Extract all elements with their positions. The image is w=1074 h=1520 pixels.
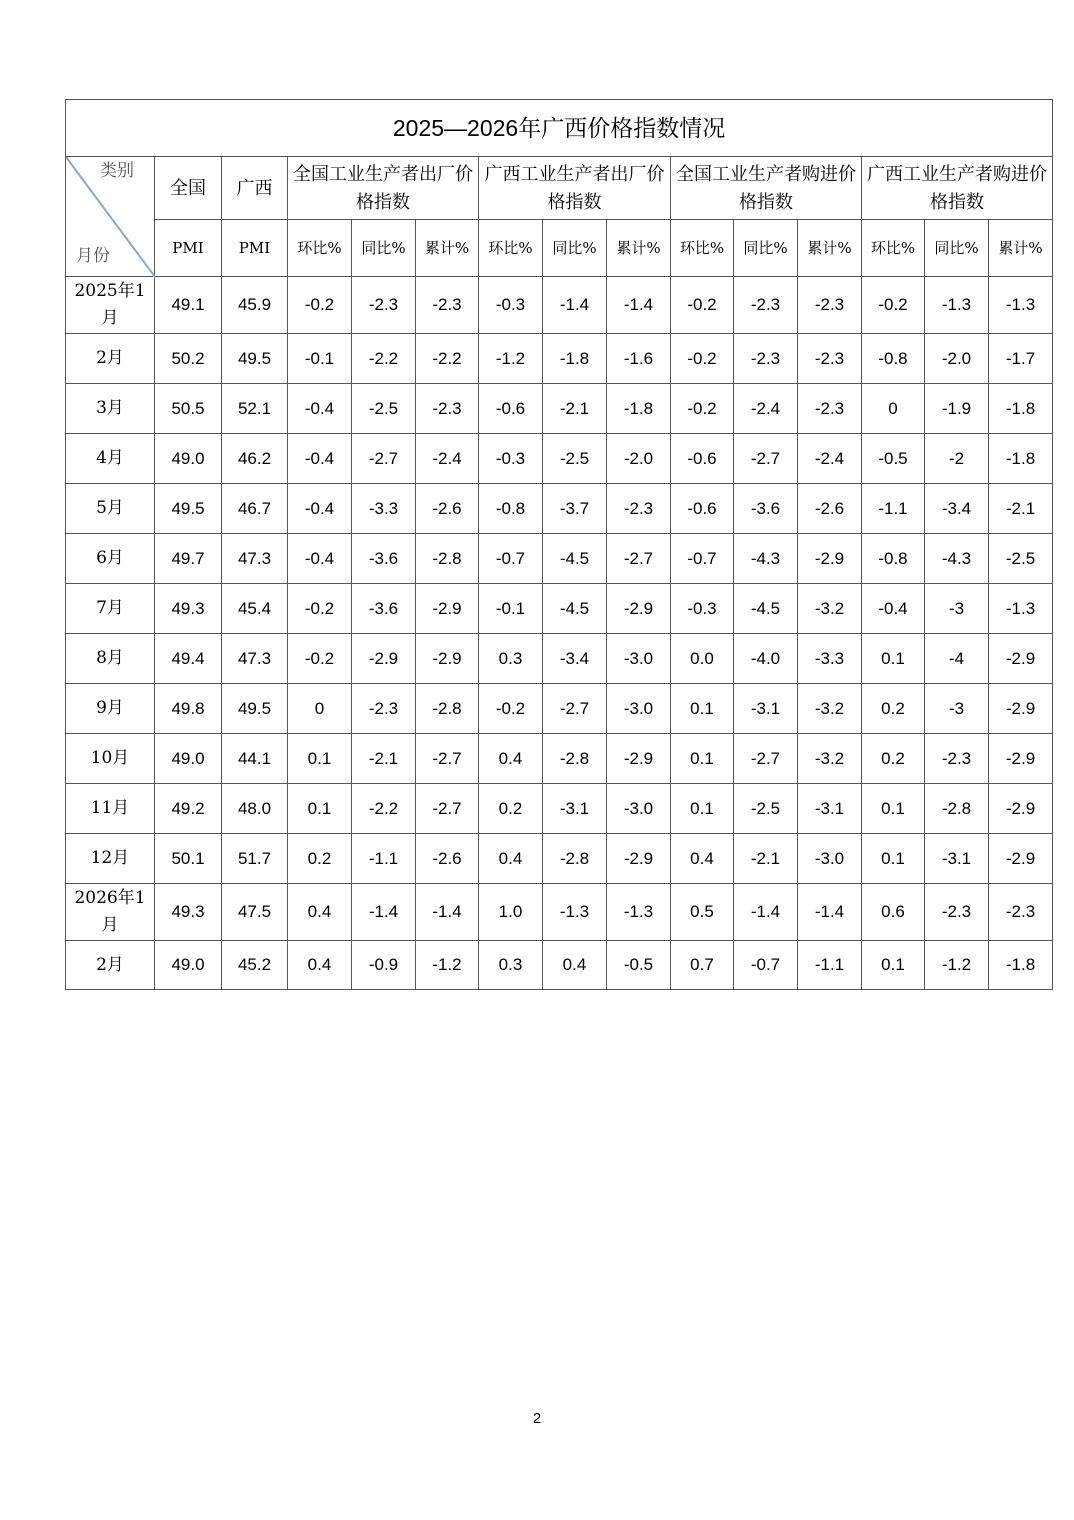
value-cell: -2.9 bbox=[798, 534, 862, 584]
cum-header: 累计% bbox=[607, 220, 671, 277]
value-cell: -2.9 bbox=[416, 634, 479, 684]
value-cell: 0.3 bbox=[479, 941, 543, 990]
value-cell: 50.2 bbox=[155, 334, 222, 384]
value-cell: -1.4 bbox=[352, 884, 416, 941]
value-cell: -1.3 bbox=[607, 884, 671, 941]
group-national-ppi-header: 全国工业生产者出厂价格指数 bbox=[288, 157, 479, 220]
value-cell: 49.0 bbox=[155, 941, 222, 990]
value-cell: -3.4 bbox=[543, 634, 607, 684]
value-cell: -2.2 bbox=[352, 334, 416, 384]
value-cell: -2.1 bbox=[352, 734, 416, 784]
group-guangxi-ppi-header: 广西工业生产者出厂价格指数 bbox=[479, 157, 671, 220]
value-cell: -1.8 bbox=[989, 384, 1053, 434]
value-cell: -0.2 bbox=[288, 277, 352, 334]
value-cell: 49.1 bbox=[155, 277, 222, 334]
value-cell: -3 bbox=[925, 684, 989, 734]
value-cell: -2.4 bbox=[416, 434, 479, 484]
value-cell: 46.7 bbox=[222, 484, 288, 534]
value-cell: -0.5 bbox=[607, 941, 671, 990]
value-cell: -0.4 bbox=[288, 384, 352, 434]
value-cell: -0.1 bbox=[288, 334, 352, 384]
table-row bbox=[66, 534, 1053, 584]
value-cell: 0.1 bbox=[862, 941, 925, 990]
month-cell: 10月 bbox=[66, 734, 155, 784]
value-cell: -2.6 bbox=[798, 484, 862, 534]
mom-header: 环比% bbox=[862, 220, 925, 277]
value-cell: -1.4 bbox=[798, 884, 862, 941]
value-cell: 0.4 bbox=[288, 941, 352, 990]
value-cell: -2.9 bbox=[607, 834, 671, 884]
value-cell: -0.3 bbox=[671, 584, 734, 634]
table-row bbox=[66, 941, 1053, 990]
month-cell: 9月 bbox=[66, 684, 155, 734]
value-cell: -2.4 bbox=[734, 384, 798, 434]
value-cell: -2.5 bbox=[989, 534, 1053, 584]
value-cell: 0.3 bbox=[479, 634, 543, 684]
value-cell: 48.0 bbox=[222, 784, 288, 834]
value-cell: -3.3 bbox=[798, 634, 862, 684]
value-cell: -0.9 bbox=[352, 941, 416, 990]
table-row bbox=[66, 684, 1053, 734]
value-cell: -3.0 bbox=[607, 784, 671, 834]
value-cell: -0.6 bbox=[671, 434, 734, 484]
value-cell: 0.2 bbox=[862, 684, 925, 734]
value-cell: 49.8 bbox=[155, 684, 222, 734]
yoy-header: 同比% bbox=[925, 220, 989, 277]
value-cell: -2.7 bbox=[352, 434, 416, 484]
month-cell: 2025年1月 bbox=[66, 277, 155, 334]
value-cell: -2.3 bbox=[416, 277, 479, 334]
value-cell: -3.1 bbox=[543, 784, 607, 834]
value-cell: 49.5 bbox=[222, 334, 288, 384]
value-cell: -0.8 bbox=[479, 484, 543, 534]
value-cell: 0.4 bbox=[671, 834, 734, 884]
value-cell: 50.5 bbox=[155, 384, 222, 434]
month-cell: 5月 bbox=[66, 484, 155, 534]
value-cell: -1.1 bbox=[352, 834, 416, 884]
value-cell: -2.9 bbox=[989, 634, 1053, 684]
value-cell: 49.5 bbox=[155, 484, 222, 534]
value-cell: -0.2 bbox=[671, 334, 734, 384]
value-cell: -2.3 bbox=[607, 484, 671, 534]
value-cell: -3.4 bbox=[925, 484, 989, 534]
value-cell: -0.6 bbox=[479, 384, 543, 434]
table-row bbox=[66, 384, 1053, 434]
value-cell: -0.7 bbox=[734, 941, 798, 990]
month-cell: 2月 bbox=[66, 941, 155, 990]
value-cell: -3.1 bbox=[798, 784, 862, 834]
value-cell: -2.2 bbox=[352, 784, 416, 834]
value-cell: 0.1 bbox=[671, 684, 734, 734]
value-cell: -0.6 bbox=[671, 484, 734, 534]
value-cell: 51.7 bbox=[222, 834, 288, 884]
value-cell: 45.4 bbox=[222, 584, 288, 634]
value-cell: -2.5 bbox=[543, 434, 607, 484]
value-cell: -2.3 bbox=[352, 277, 416, 334]
guangxi-header: 广西 bbox=[222, 157, 288, 220]
cum-header: 累计% bbox=[989, 220, 1053, 277]
value-cell: -2.9 bbox=[989, 684, 1053, 734]
value-cell: 0.4 bbox=[543, 941, 607, 990]
value-cell: -2.8 bbox=[925, 784, 989, 834]
value-cell: -2.1 bbox=[734, 834, 798, 884]
value-cell: -2.9 bbox=[416, 584, 479, 634]
value-cell: -2.8 bbox=[416, 534, 479, 584]
value-cell: -3.0 bbox=[607, 684, 671, 734]
value-cell: -1.7 bbox=[989, 334, 1053, 384]
value-cell: -3.0 bbox=[607, 634, 671, 684]
value-cell: 0.1 bbox=[862, 784, 925, 834]
table-title: 2025—2026年广西价格指数情况 bbox=[66, 100, 1053, 157]
table-row bbox=[66, 584, 1053, 634]
table-row bbox=[66, 334, 1053, 384]
mom-header: 环比% bbox=[288, 220, 352, 277]
value-cell: -1.9 bbox=[925, 384, 989, 434]
value-cell: -1.8 bbox=[989, 941, 1053, 990]
month-cell: 12月 bbox=[66, 834, 155, 884]
value-cell: -2.0 bbox=[925, 334, 989, 384]
value-cell: -2.9 bbox=[989, 734, 1053, 784]
value-cell: 0.4 bbox=[288, 884, 352, 941]
value-cell: -0.7 bbox=[479, 534, 543, 584]
yoy-header: 同比% bbox=[543, 220, 607, 277]
value-cell: 49.2 bbox=[155, 784, 222, 834]
value-cell: -1.1 bbox=[862, 484, 925, 534]
group-guangxi-ppirm-header: 广西工业生产者购进价格指数 bbox=[862, 157, 1053, 220]
value-cell: 0.1 bbox=[862, 834, 925, 884]
value-cell: -2.0 bbox=[607, 434, 671, 484]
value-cell: -0.2 bbox=[288, 584, 352, 634]
value-cell: -2.3 bbox=[416, 384, 479, 434]
value-cell: -1.8 bbox=[543, 334, 607, 384]
value-cell: 0.1 bbox=[288, 784, 352, 834]
value-cell: -3.2 bbox=[798, 584, 862, 634]
value-cell: -1.3 bbox=[989, 277, 1053, 334]
value-cell: -2.3 bbox=[925, 734, 989, 784]
value-cell: -2.8 bbox=[416, 684, 479, 734]
value-cell: -2.9 bbox=[607, 734, 671, 784]
value-cell: -2.7 bbox=[734, 434, 798, 484]
value-cell: -0.2 bbox=[671, 384, 734, 434]
value-cell: -2.5 bbox=[352, 384, 416, 434]
value-cell: 0.1 bbox=[671, 784, 734, 834]
value-cell: -0.3 bbox=[479, 277, 543, 334]
value-cell: -0.7 bbox=[671, 534, 734, 584]
table-row bbox=[66, 834, 1053, 884]
value-cell: 0.7 bbox=[671, 941, 734, 990]
value-cell: -0.4 bbox=[288, 484, 352, 534]
table-row bbox=[66, 884, 1053, 941]
value-cell: 45.2 bbox=[222, 941, 288, 990]
value-cell: -4.3 bbox=[925, 534, 989, 584]
national-header: 全国 bbox=[155, 157, 222, 220]
value-cell: -2.9 bbox=[989, 784, 1053, 834]
value-cell: 0.0 bbox=[671, 634, 734, 684]
month-cell: 4月 bbox=[66, 434, 155, 484]
value-cell: -3.2 bbox=[798, 734, 862, 784]
value-cell: -3.0 bbox=[798, 834, 862, 884]
value-cell: 49.7 bbox=[155, 534, 222, 584]
value-cell: -4.5 bbox=[543, 584, 607, 634]
value-cell: -2.3 bbox=[734, 277, 798, 334]
table-row bbox=[66, 484, 1053, 534]
value-cell: -2 bbox=[925, 434, 989, 484]
value-cell: -2.7 bbox=[607, 534, 671, 584]
value-cell: -1.8 bbox=[989, 434, 1053, 484]
value-cell: -4.5 bbox=[543, 534, 607, 584]
yoy-header: 同比% bbox=[734, 220, 798, 277]
value-cell: -2.9 bbox=[989, 834, 1053, 884]
value-cell: 0 bbox=[288, 684, 352, 734]
month-cell: 3月 bbox=[66, 384, 155, 434]
cum-header: 累计% bbox=[416, 220, 479, 277]
pmi-national-header: PMI bbox=[155, 220, 222, 277]
value-cell: -2.3 bbox=[798, 384, 862, 434]
month-cell: 11月 bbox=[66, 784, 155, 834]
value-cell: -2.6 bbox=[416, 834, 479, 884]
price-index-table bbox=[65, 99, 1053, 990]
value-cell: -0.4 bbox=[862, 584, 925, 634]
value-cell: -4 bbox=[925, 634, 989, 684]
value-cell: -3.2 bbox=[798, 684, 862, 734]
value-cell: -1.4 bbox=[734, 884, 798, 941]
value-cell: -2.7 bbox=[734, 734, 798, 784]
value-cell: 46.2 bbox=[222, 434, 288, 484]
value-cell: -1.4 bbox=[607, 277, 671, 334]
value-cell: 0.2 bbox=[862, 734, 925, 784]
value-cell: -1.2 bbox=[479, 334, 543, 384]
month-label: 月份 bbox=[76, 246, 110, 265]
value-cell: 0.1 bbox=[862, 634, 925, 684]
value-cell: 50.1 bbox=[155, 834, 222, 884]
value-cell: -2.3 bbox=[798, 277, 862, 334]
value-cell: -2.7 bbox=[543, 684, 607, 734]
month-cell: 6月 bbox=[66, 534, 155, 584]
value-cell: -2.8 bbox=[543, 734, 607, 784]
value-cell: -4.0 bbox=[734, 634, 798, 684]
value-cell: -4.3 bbox=[734, 534, 798, 584]
value-cell: -2.1 bbox=[543, 384, 607, 434]
value-cell: -2.2 bbox=[416, 334, 479, 384]
value-cell: -3.3 bbox=[352, 484, 416, 534]
value-cell: -0.8 bbox=[862, 534, 925, 584]
value-cell: 49.4 bbox=[155, 634, 222, 684]
value-cell: -2.1 bbox=[989, 484, 1053, 534]
value-cell: 47.3 bbox=[222, 534, 288, 584]
value-cell: -0.1 bbox=[479, 584, 543, 634]
value-cell: -3.1 bbox=[925, 834, 989, 884]
value-cell: 0.1 bbox=[671, 734, 734, 784]
value-cell: -2.5 bbox=[734, 784, 798, 834]
value-cell: 49.3 bbox=[155, 584, 222, 634]
value-cell: -0.3 bbox=[479, 434, 543, 484]
value-cell: -0.2 bbox=[862, 277, 925, 334]
value-cell: -1.2 bbox=[416, 941, 479, 990]
value-cell: -2.3 bbox=[989, 884, 1053, 941]
category-label: 类别 bbox=[100, 161, 134, 180]
value-cell: -0.2 bbox=[671, 277, 734, 334]
value-cell: -2.7 bbox=[416, 734, 479, 784]
pmi-guangxi-header: PMI bbox=[222, 220, 288, 277]
yoy-header: 同比% bbox=[352, 220, 416, 277]
value-cell: -3.6 bbox=[734, 484, 798, 534]
value-cell: 0.6 bbox=[862, 884, 925, 941]
value-cell: -0.4 bbox=[288, 434, 352, 484]
value-cell: 0.2 bbox=[288, 834, 352, 884]
value-cell: -1.4 bbox=[416, 884, 479, 941]
value-cell: -2.7 bbox=[416, 784, 479, 834]
value-cell: -2.6 bbox=[416, 484, 479, 534]
value-cell: -2.3 bbox=[925, 884, 989, 941]
page-number: 2 bbox=[532, 1410, 542, 1427]
value-cell: -4.5 bbox=[734, 584, 798, 634]
table-row bbox=[66, 784, 1053, 834]
value-cell: -2.9 bbox=[352, 634, 416, 684]
value-cell: -0.5 bbox=[862, 434, 925, 484]
value-cell: -1.2 bbox=[925, 941, 989, 990]
value-cell: -1.3 bbox=[989, 584, 1053, 634]
value-cell: -1.4 bbox=[543, 277, 607, 334]
value-cell: 0.2 bbox=[479, 784, 543, 834]
value-cell: -0.2 bbox=[288, 634, 352, 684]
value-cell: 0.4 bbox=[479, 734, 543, 784]
value-cell: 1.0 bbox=[479, 884, 543, 941]
value-cell: 0.1 bbox=[288, 734, 352, 784]
table-row bbox=[66, 634, 1053, 684]
table-row bbox=[66, 734, 1053, 784]
value-cell: 0.4 bbox=[479, 834, 543, 884]
value-cell: -2.3 bbox=[734, 334, 798, 384]
value-cell: -2.9 bbox=[607, 584, 671, 634]
value-cell: 49.0 bbox=[155, 734, 222, 784]
cum-header: 累计% bbox=[798, 220, 862, 277]
value-cell: -3.7 bbox=[543, 484, 607, 534]
value-cell: -1.3 bbox=[543, 884, 607, 941]
value-cell: 52.1 bbox=[222, 384, 288, 434]
value-cell: -1.3 bbox=[925, 277, 989, 334]
table-row bbox=[66, 277, 1053, 334]
month-cell: 2月 bbox=[66, 334, 155, 384]
value-cell: -2.8 bbox=[543, 834, 607, 884]
value-cell: -1.6 bbox=[607, 334, 671, 384]
value-cell: -3 bbox=[925, 584, 989, 634]
value-cell: 0 bbox=[862, 384, 925, 434]
value-cell: 47.3 bbox=[222, 634, 288, 684]
value-cell: -0.2 bbox=[479, 684, 543, 734]
month-cell: 2026年1月 bbox=[66, 884, 155, 941]
value-cell: 45.9 bbox=[222, 277, 288, 334]
value-cell: 49.5 bbox=[222, 684, 288, 734]
value-cell: -3.6 bbox=[352, 534, 416, 584]
value-cell: 49.0 bbox=[155, 434, 222, 484]
value-cell: -0.8 bbox=[862, 334, 925, 384]
value-cell: -1.1 bbox=[798, 941, 862, 990]
month-cell: 7月 bbox=[66, 584, 155, 634]
value-cell: -1.8 bbox=[607, 384, 671, 434]
group-national-ppirm-header: 全国工业生产者购进价格指数 bbox=[671, 157, 862, 220]
value-cell: -0.4 bbox=[288, 534, 352, 584]
value-cell: -2.4 bbox=[798, 434, 862, 484]
value-cell: 47.5 bbox=[222, 884, 288, 941]
mom-header: 环比% bbox=[671, 220, 734, 277]
table-row bbox=[66, 434, 1053, 484]
corner-header-cell bbox=[66, 157, 155, 277]
value-cell: 0.5 bbox=[671, 884, 734, 941]
value-cell: -2.3 bbox=[352, 684, 416, 734]
month-cell: 8月 bbox=[66, 634, 155, 684]
mom-header: 环比% bbox=[479, 220, 543, 277]
value-cell: 49.3 bbox=[155, 884, 222, 941]
value-cell: 44.1 bbox=[222, 734, 288, 784]
value-cell: -3.1 bbox=[734, 684, 798, 734]
value-cell: -2.3 bbox=[798, 334, 862, 384]
value-cell: -3.6 bbox=[352, 584, 416, 634]
